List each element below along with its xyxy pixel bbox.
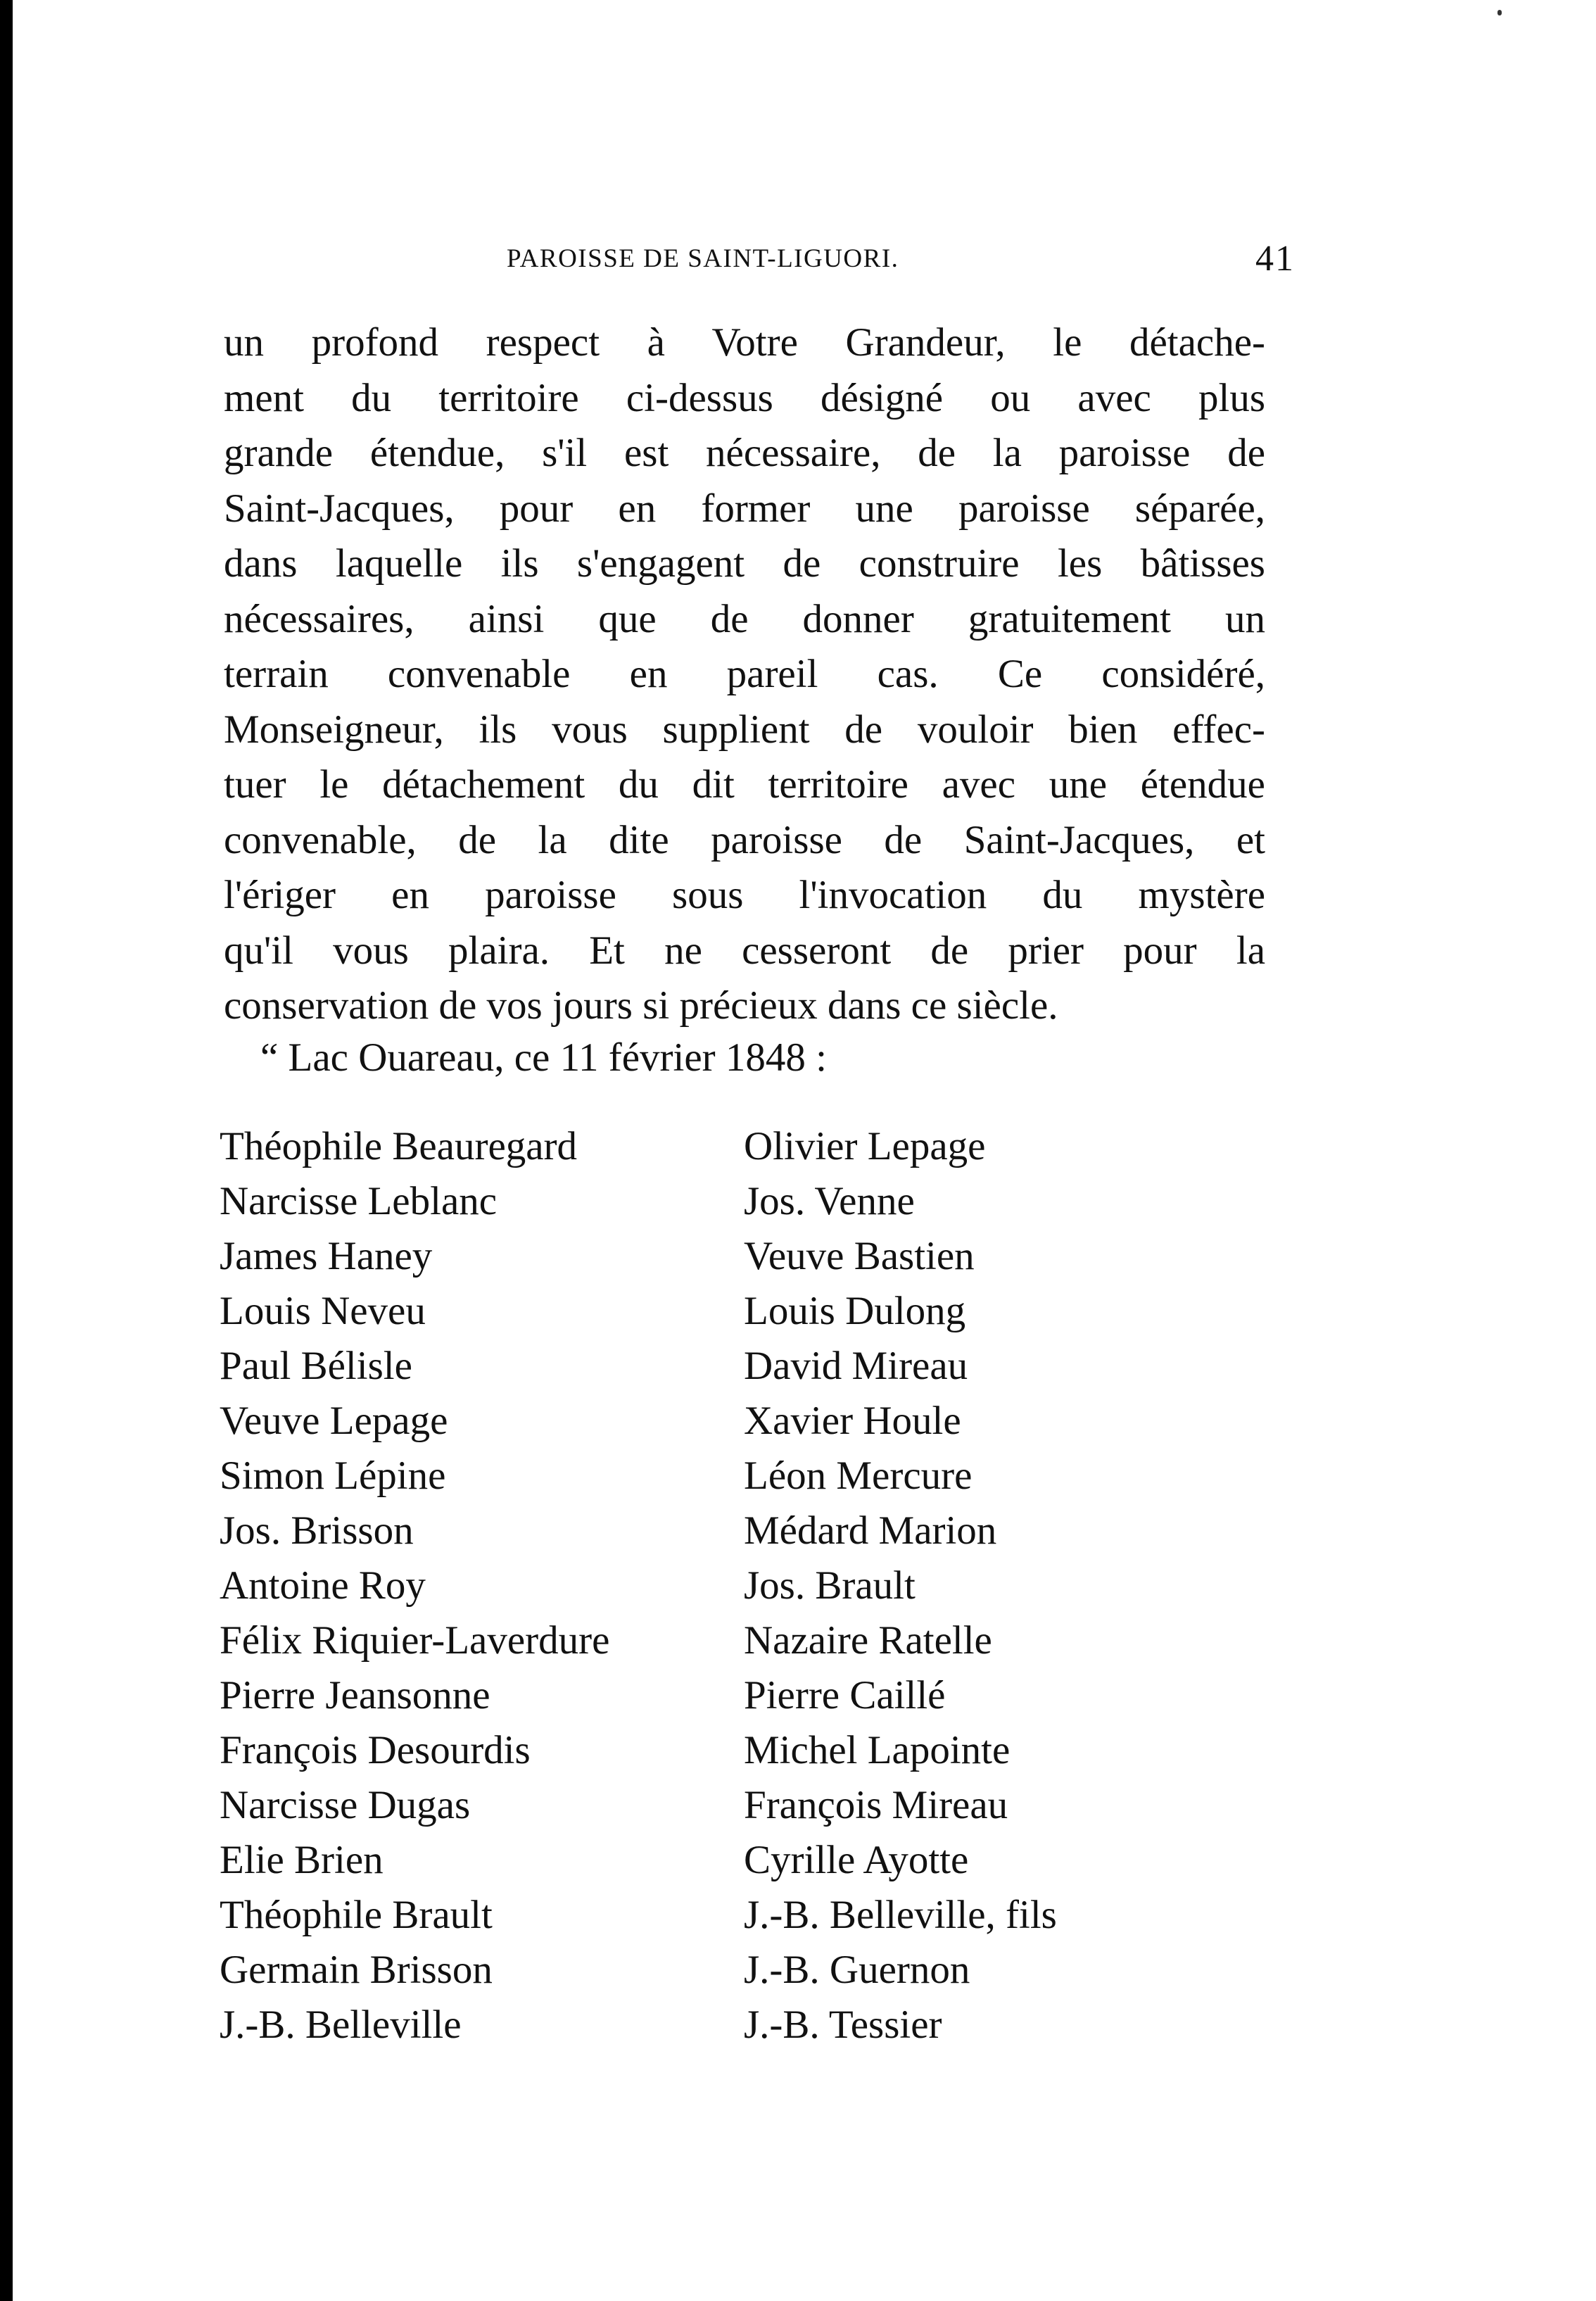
signature-name: Narcisse Dugas <box>220 1783 471 1827</box>
signature-name: James Haney <box>220 1234 433 1278</box>
signature-name: Cyrille Ayotte <box>744 1838 969 1882</box>
running-title: PAROISSE DE SAINT-LIGUORI. <box>507 244 899 273</box>
body-line: conservation de vos jours si précieux dans ce siècle. <box>224 983 1058 1028</box>
body-line: qu'il vous plaira. Et ne cesseront de prier pour la <box>224 928 1265 973</box>
signature-name: J.-B. Tessier <box>744 2003 942 2047</box>
signature-name: Olivier Lepage <box>744 1124 986 1168</box>
signature-name: Félix Riquier-Laverdure <box>220 1618 610 1663</box>
signature-column-right <box>744 1119 1057 2053</box>
body-line: un profond respect à Votre Grandeur, le détache- <box>224 320 1265 365</box>
body-line: convenable, de la dite paroisse de Saint-Jacques, et <box>224 817 1265 862</box>
signature-name: Paul Bélisle <box>220 1344 412 1388</box>
signature-column-left <box>220 1119 609 2053</box>
signature-name: Médard Marion <box>744 1508 997 1553</box>
signature-name: Nazaire Ratelle <box>744 1618 992 1663</box>
signature-name: Jos. Brisson <box>220 1508 414 1553</box>
signature-name: Simon Lépine <box>220 1454 446 1498</box>
page-number: 41 <box>1255 239 1295 279</box>
body-line: grande étendue, s'il est nécessaire, de la paroisse de <box>224 431 1265 475</box>
running-header <box>507 239 1295 286</box>
dateline: “ Lac Ouareau, ce 11 février 1848 : <box>260 1035 827 1080</box>
body-line: Saint-Jacques, pour en former une paroisse séparée, <box>224 486 1265 531</box>
signature-name: Pierre Jeansonne <box>220 1673 490 1717</box>
body-line: tuer le détachement du dit territoire avec une étendue <box>224 762 1265 807</box>
signature-name: David Mireau <box>744 1344 968 1388</box>
signature-name: Veuve Bastien <box>744 1234 975 1278</box>
page-speck <box>1497 10 1502 15</box>
body-line: nécessaires, ainsi que de donner gratuitement un <box>224 596 1265 641</box>
body-line: dans laquelle ils s'engagent de construire les bâtisses <box>224 541 1265 586</box>
signature-name: François Desourdis <box>220 1728 531 1772</box>
signature-name: Louis Dulong <box>744 1289 966 1333</box>
signature-name: J.-B. Belleville, fils <box>744 1893 1057 1937</box>
body-line: ment du territoire ci-dessus désigné ou avec plus <box>224 375 1265 420</box>
signature-name: Elie Brien <box>220 1838 384 1882</box>
signature-name: J.-B. Guernon <box>744 1948 970 1992</box>
signature-name: Veuve Lepage <box>220 1399 448 1443</box>
signature-name: François Mireau <box>744 1783 1008 1827</box>
signature-name: Germain Brisson <box>220 1948 493 1992</box>
body-line: terrain convenable en pareil cas. Ce considéré, <box>224 652 1265 696</box>
signature-name: Narcisse Leblanc <box>220 1179 498 1223</box>
binding-edge <box>0 0 13 2301</box>
body-line: l'ériger en paroisse sous l'invocation du mystère <box>224 873 1265 917</box>
signature-name: Théophile Beauregard <box>220 1124 578 1168</box>
signature-name: Michel Lapointe <box>744 1728 1011 1772</box>
signature-name: Xavier Houle <box>744 1399 961 1443</box>
signature-name: Pierre Caillé <box>744 1673 946 1717</box>
signature-name: Léon Mercure <box>744 1454 973 1498</box>
signature-name: Jos. Venne <box>744 1179 915 1223</box>
signature-name: Jos. Brault <box>744 1563 916 1608</box>
body-line: Monseigneur, ils vous supplient de vouloir bien effec- <box>224 707 1265 752</box>
body-paragraph <box>224 315 1265 1034</box>
signature-name: Théophile Brault <box>220 1893 493 1937</box>
signature-name: J.-B. Belleville <box>220 2003 462 2047</box>
signature-name: Antoine Roy <box>220 1563 426 1608</box>
signature-name: Louis Neveu <box>220 1289 426 1333</box>
